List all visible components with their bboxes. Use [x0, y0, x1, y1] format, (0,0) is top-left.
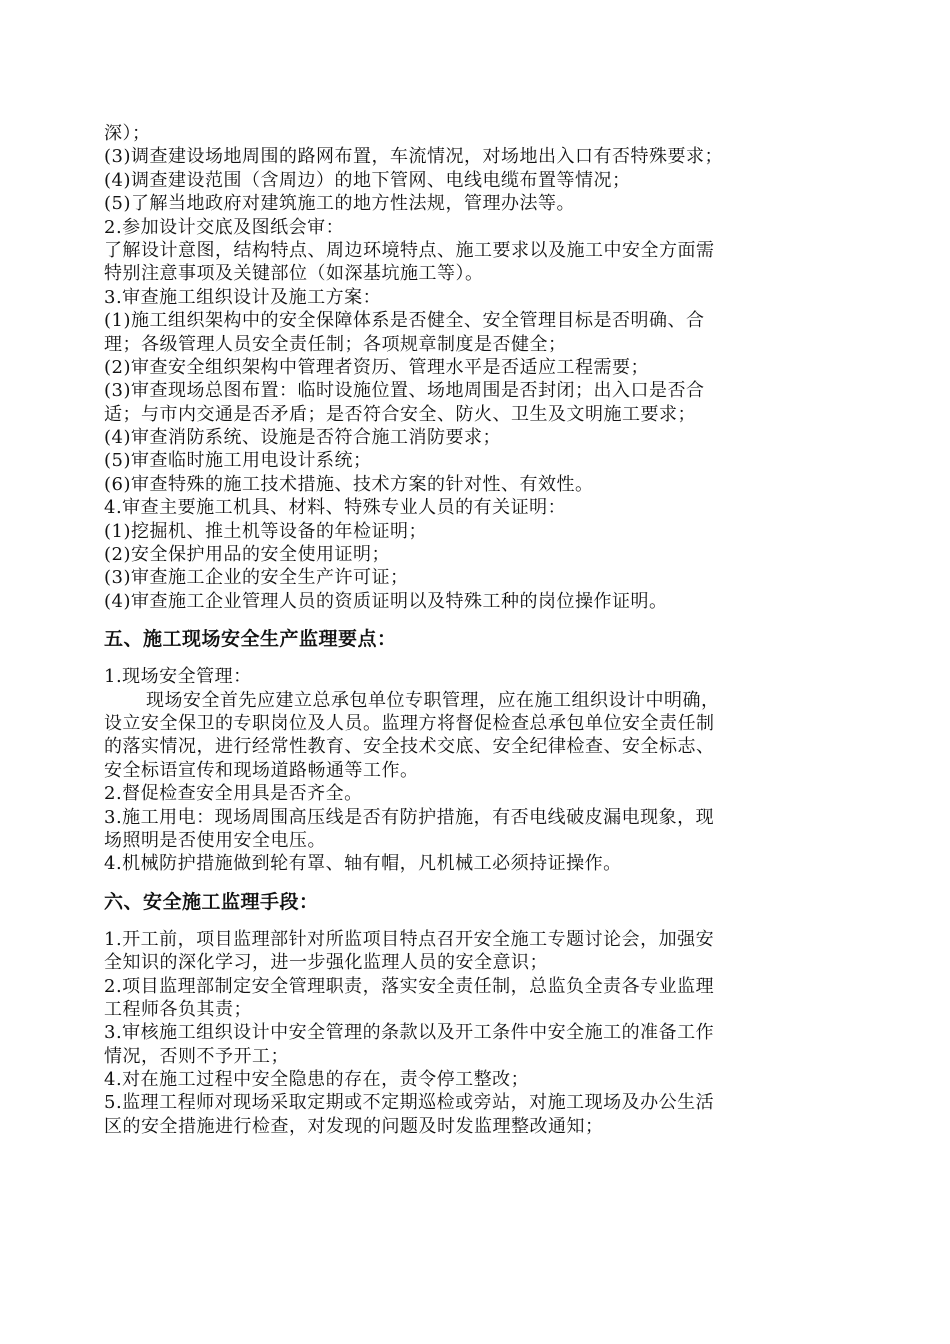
text-line: 安全标语宣传和现场道路畅通等工作。 [104, 759, 419, 781]
text-line: 3.施工用电：现场周围高压线是否有防护措施，有否电线破皮漏电现象，现 [104, 806, 715, 828]
text-line: (2)审查安全组织架构中管理者资历、管理水平是否适应工程需要； [104, 356, 649, 378]
text-line: 1.现场安全管理： [104, 666, 252, 688]
text-line: (4)审查施工企业管理人员的资质证明以及特殊工种的岗位操作证明。 [104, 590, 668, 612]
text-line: 2.项目监理部制定安全管理职责，落实安全责任制，总监负全责各专业监理 [104, 975, 715, 997]
text-line: (4)审查消防系统、设施是否符合施工消防要求； [104, 427, 501, 449]
text-line: 1.开工前，项目监理部针对所监项目特点召开安全施工专题讨论会，加强安 [104, 928, 715, 950]
text-line: 5.监理工程师对现场采取定期或不定期巡检或旁站，对施工现场及办公生活 [104, 1092, 715, 1114]
text-line: (5)了解当地政府对建筑施工的地方性法规，管理办法等。 [104, 193, 575, 215]
text-line: (3)审查现场总图布置：临时设施位置、场地周围是否封闭；出入口是否合 [104, 380, 705, 402]
text-line: 设立安全保卫的专职岗位及人员。监理方将督促检查总承包单位安全责任制 [104, 712, 715, 734]
text-line: (1)挖掘机、推土机等设备的年检证明； [104, 520, 427, 542]
section-4-continued [104, 122, 849, 613]
text-line: 4.审查主要施工机具、材料、特殊专业人员的有关证明： [104, 497, 567, 519]
text-line: 适；与市内交通是否矛盾；是否符合安全、防火、卫生及文明施工要求； [104, 403, 696, 425]
text-line: 的落实情况，进行经常性教育、安全技术交底、安全纪律检查、安全标志、 [104, 736, 715, 758]
text-line: (3)调查建设场地周围的路网布置，车流情况，对场地出入口有否特殊要求； [104, 146, 723, 168]
text-line: 深）； [104, 123, 151, 144]
text-line: 3.审查施工组织设计及施工方案： [104, 286, 382, 308]
text-line: (2)安全保护用品的安全使用证明； [104, 544, 390, 566]
document-page [104, 122, 849, 1138]
text-line: 3.审核施工组织设计中安全管理的条款以及开工条件中安全施工的准备工作 [104, 1022, 715, 1044]
text-line: (6)审查特殊的施工技术措施、技术方案的针对性、有效性。 [104, 473, 594, 495]
text-line: 了解设计意图，结构特点、周边环境特点、施工要求以及施工中安全方面需 [104, 239, 715, 261]
text-line: 2.参加设计交底及图纸会审： [104, 216, 345, 238]
text-line: 情况，否则不予开工； [104, 1045, 289, 1067]
text-line: (4)调查建设范围（含周边）的地下管网、电线电缆布置等情况； [104, 169, 631, 191]
section-5-body [104, 665, 849, 876]
text-line: (3)审查施工企业的安全生产许可证； [104, 567, 409, 589]
text-line: 理；各级管理人员安全责任制；各项规章制度是否健全； [104, 333, 567, 355]
text-line: 4.对在施工过程中安全隐患的存在，责令停工整改； [104, 1069, 530, 1091]
section-6-body [104, 928, 849, 1139]
text-line: 4.机械防护措施做到轮有罩、轴有帽，凡机械工必须持证操作。 [104, 853, 622, 875]
text-line: 全知识的深化学习，进一步强化监理人员的安全意识； [104, 952, 548, 974]
section-6-heading: 六、安全施工监理手段： [104, 890, 319, 913]
text-line: 场照明是否使用安全电压。 [104, 829, 326, 851]
text-line: (5)审查临时施工用电设计系统； [104, 450, 372, 472]
text-line: (1)施工组织架构中的安全保障体系是否健全、安全管理目标是否明确、合 [104, 310, 705, 332]
section-5-heading: 五、施工现场安全生产监理要点： [104, 628, 397, 651]
text-line: 区的安全措施进行检查，对发现的问题及时发监理整改通知； [104, 1115, 604, 1137]
text-line: 工程师各负其责； [104, 998, 252, 1020]
text-line: 现场安全首先应建立总承包单位专职管理，应在施工组织设计中明确， [146, 689, 720, 711]
text-line: 特别注意事项及关键部位（如深基坑施工等）。 [104, 263, 484, 285]
text-line: 2.督促检查安全用具是否齐全。 [104, 783, 363, 805]
